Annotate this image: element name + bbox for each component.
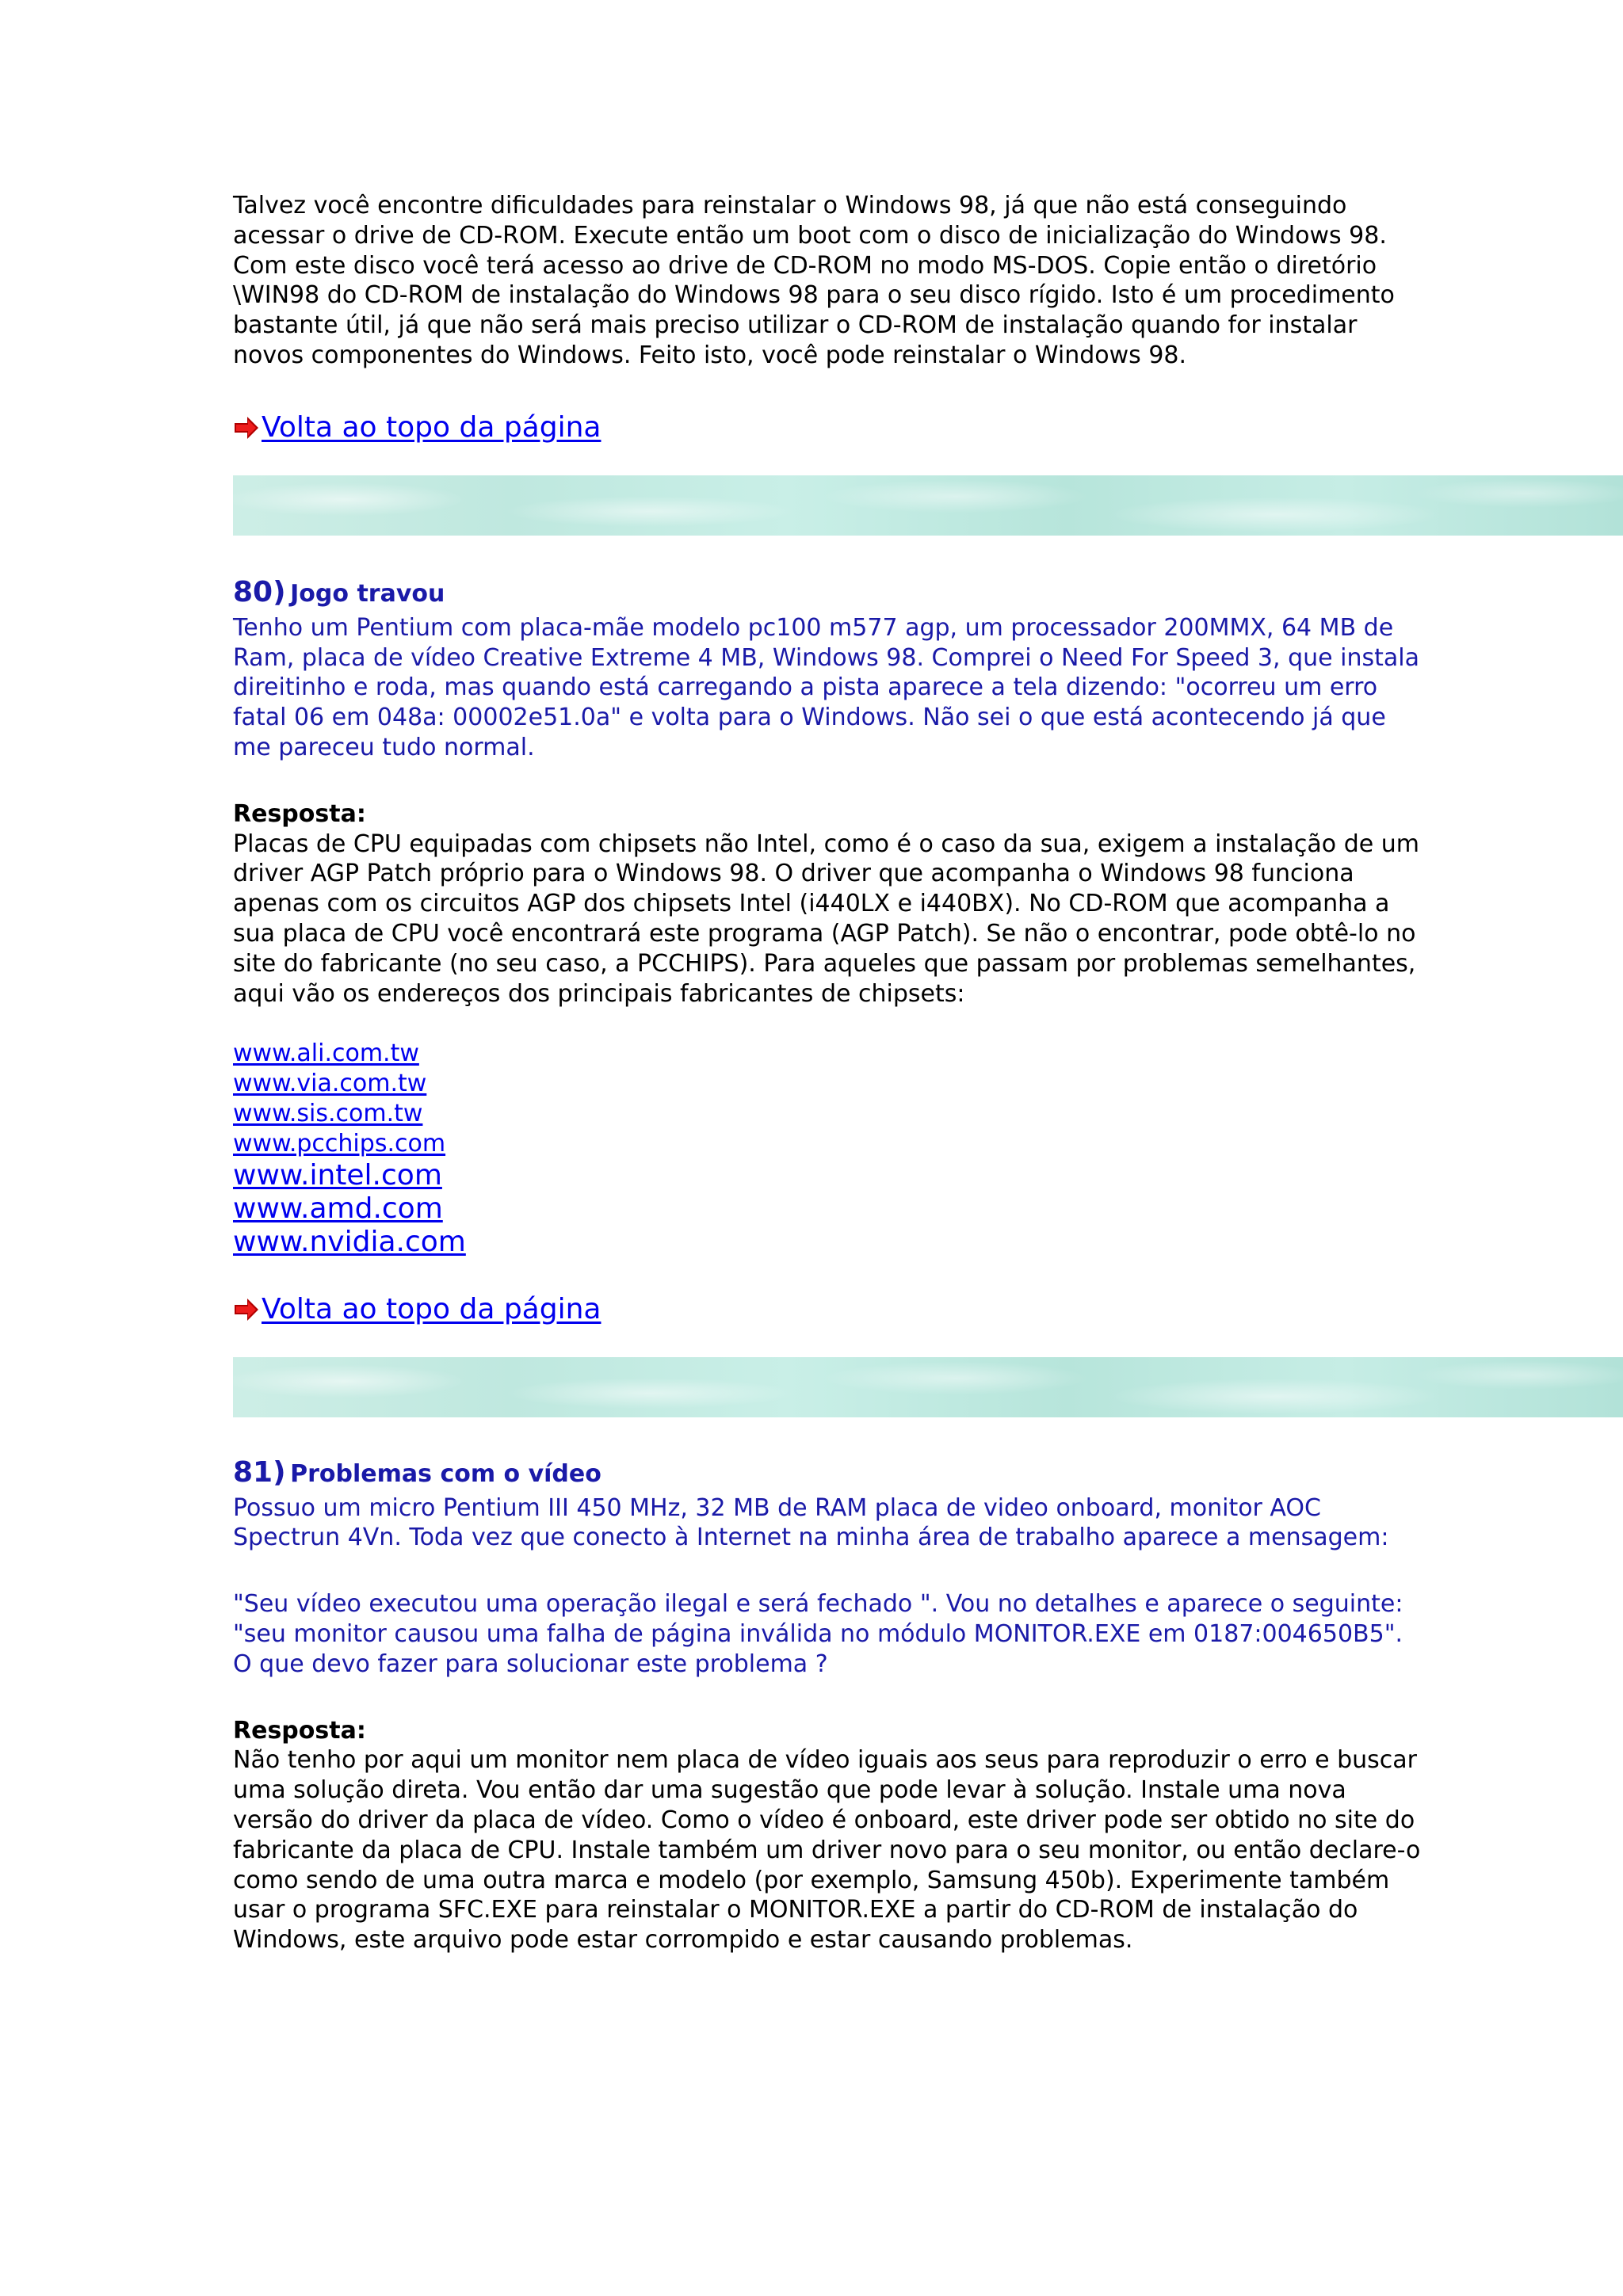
- link-via[interactable]: www.via.com.tw: [233, 1070, 427, 1098]
- answer-80-text: Placas de CPU equipadas com chipsets não Intel, como é o caso da sua, exigem a instalação de um driver AGP Patch próprio para o Windows 98. O driver que acompanha o Windows 98 funciona apenas com os circuitos AGP dos chipsets Intel (i440LX e i440BX). No CD-ROM que acompanha a sua placa de CPU você encontrará este programa (AGP Patch). Se não o encontrar, pode obtê-lo no site do fabricante (no seu caso, a PCCHIPS). Para aqueles que passam por problemas semelhantes, aqui vão os endereços dos principais fabricantes de chipsets:: [233, 830, 1419, 1008]
- section-divider-2: [233, 1357, 1623, 1417]
- answer-81-text: Não tenho por aqui um monitor nem placa de vídeo iguais aos seus para reproduzir o erro e buscar uma solução direta. Vou então dar uma sugestão que pode levar à solução. Instale uma nova versão do driver da placa de vídeo. Como o vídeo é onboard, este driver pode ser obtido no site do fabricante da placa de CPU. Instale também um driver novo para o seu monitor, ou então declare-o como sendo de uma outra marca e modelo (por exemplo, Samsung 450b). Experimente também usar o programa SFC.EXE para reinstalar o MONITOR.EXE a partir do CD-ROM de instalação do Windows, este arquivo pode estar corrompido e estar causando problemas.: [233, 1746, 1421, 1955]
- question-81-error-text: "Seu vídeo executou uma operação ilegal e será fechado ". Vou no detalhes e aparece o seguinte: "seu monitor causou uma falha de página inválida no módulo MONITOR.EXE em 0187:004650B5". O que devo fazer para solucionar este problema ?: [233, 1590, 1403, 1678]
- link-intel[interactable]: www.intel.com: [233, 1158, 442, 1192]
- chipset-links-list: [233, 1039, 1623, 1258]
- red-arrow-icon: [233, 1296, 260, 1323]
- question-80-title: Jogo travou: [290, 579, 445, 608]
- section-divider-1: [233, 475, 1623, 536]
- back-to-top-link-1[interactable]: Volta ao topo da página: [262, 410, 601, 444]
- question-80-number: 80): [233, 575, 286, 608]
- link-amd[interactable]: www.amd.com: [233, 1192, 443, 1225]
- link-ali[interactable]: www.ali.com.tw: [233, 1039, 419, 1068]
- question-81-text: Possuo um micro Pentium III 450 MHz, 32 MB de RAM placa de video onboard, monitor AOC Spectrun 4Vn. Toda vez que conecto à Internet na minha área de trabalho aparece a mensagem:: [233, 1493, 1389, 1552]
- back-to-top-2: [233, 1292, 1623, 1327]
- back-to-top-link-2[interactable]: Volta ao topo da página: [262, 1292, 601, 1325]
- question-81-number: 81): [233, 1455, 286, 1489]
- intro-paragraph: Talvez você encontre dificuldades para reinstalar o Windows 98, já que não está conseguindo acessar o drive de CD-ROM. Execute então um boot com o disco de inicialização do Windows 98. Com este disco você terá acesso ao drive de CD-ROM no modo MS-DOS. Copie então o diretório \WIN98 do CD-ROM de instalação do Windows 98 para o seu disco rígido. Isto é um procedimento bastante útil, já que não será mais preciso utilizar o CD-ROM de instalação quando for instalar novos componentes do Windows. Feito isto, você pode reinstalar o Windows 98.: [233, 192, 1395, 369]
- question-80-text: Tenho um Pentium com placa-mãe modelo pc100 m577 agp, um processador 200MMX, 64 MB de Ram, placa de vídeo Creative Extreme 4 MB, Windows 98. Comprei o Need For Speed 3, que instala direitinho e roda, mas quando está carregando a pista aparece a tela dizendo: "ocorreu um erro fatal 06 em 048a: 00002e51.0a" e volta para o Windows. Não sei o que está acontecendo já que me pareceu tudo normal.: [233, 613, 1419, 761]
- link-pcchips[interactable]: www.pcchips.com: [233, 1129, 446, 1158]
- document-page: [233, 191, 1623, 1955]
- question-80-heading: [233, 577, 1623, 613]
- red-arrow-icon: [233, 414, 260, 441]
- question-81-heading: [233, 1457, 1623, 1493]
- question-81-title: Problemas com o vídeo: [290, 1459, 601, 1488]
- back-to-top-1: [233, 410, 1623, 445]
- link-sis[interactable]: www.sis.com.tw: [233, 1099, 423, 1127]
- link-nvidia[interactable]: www.nvidia.com: [233, 1225, 466, 1258]
- answer-81-label: Resposta:: [233, 1716, 366, 1745]
- answer-80-label: Resposta:: [233, 799, 366, 828]
